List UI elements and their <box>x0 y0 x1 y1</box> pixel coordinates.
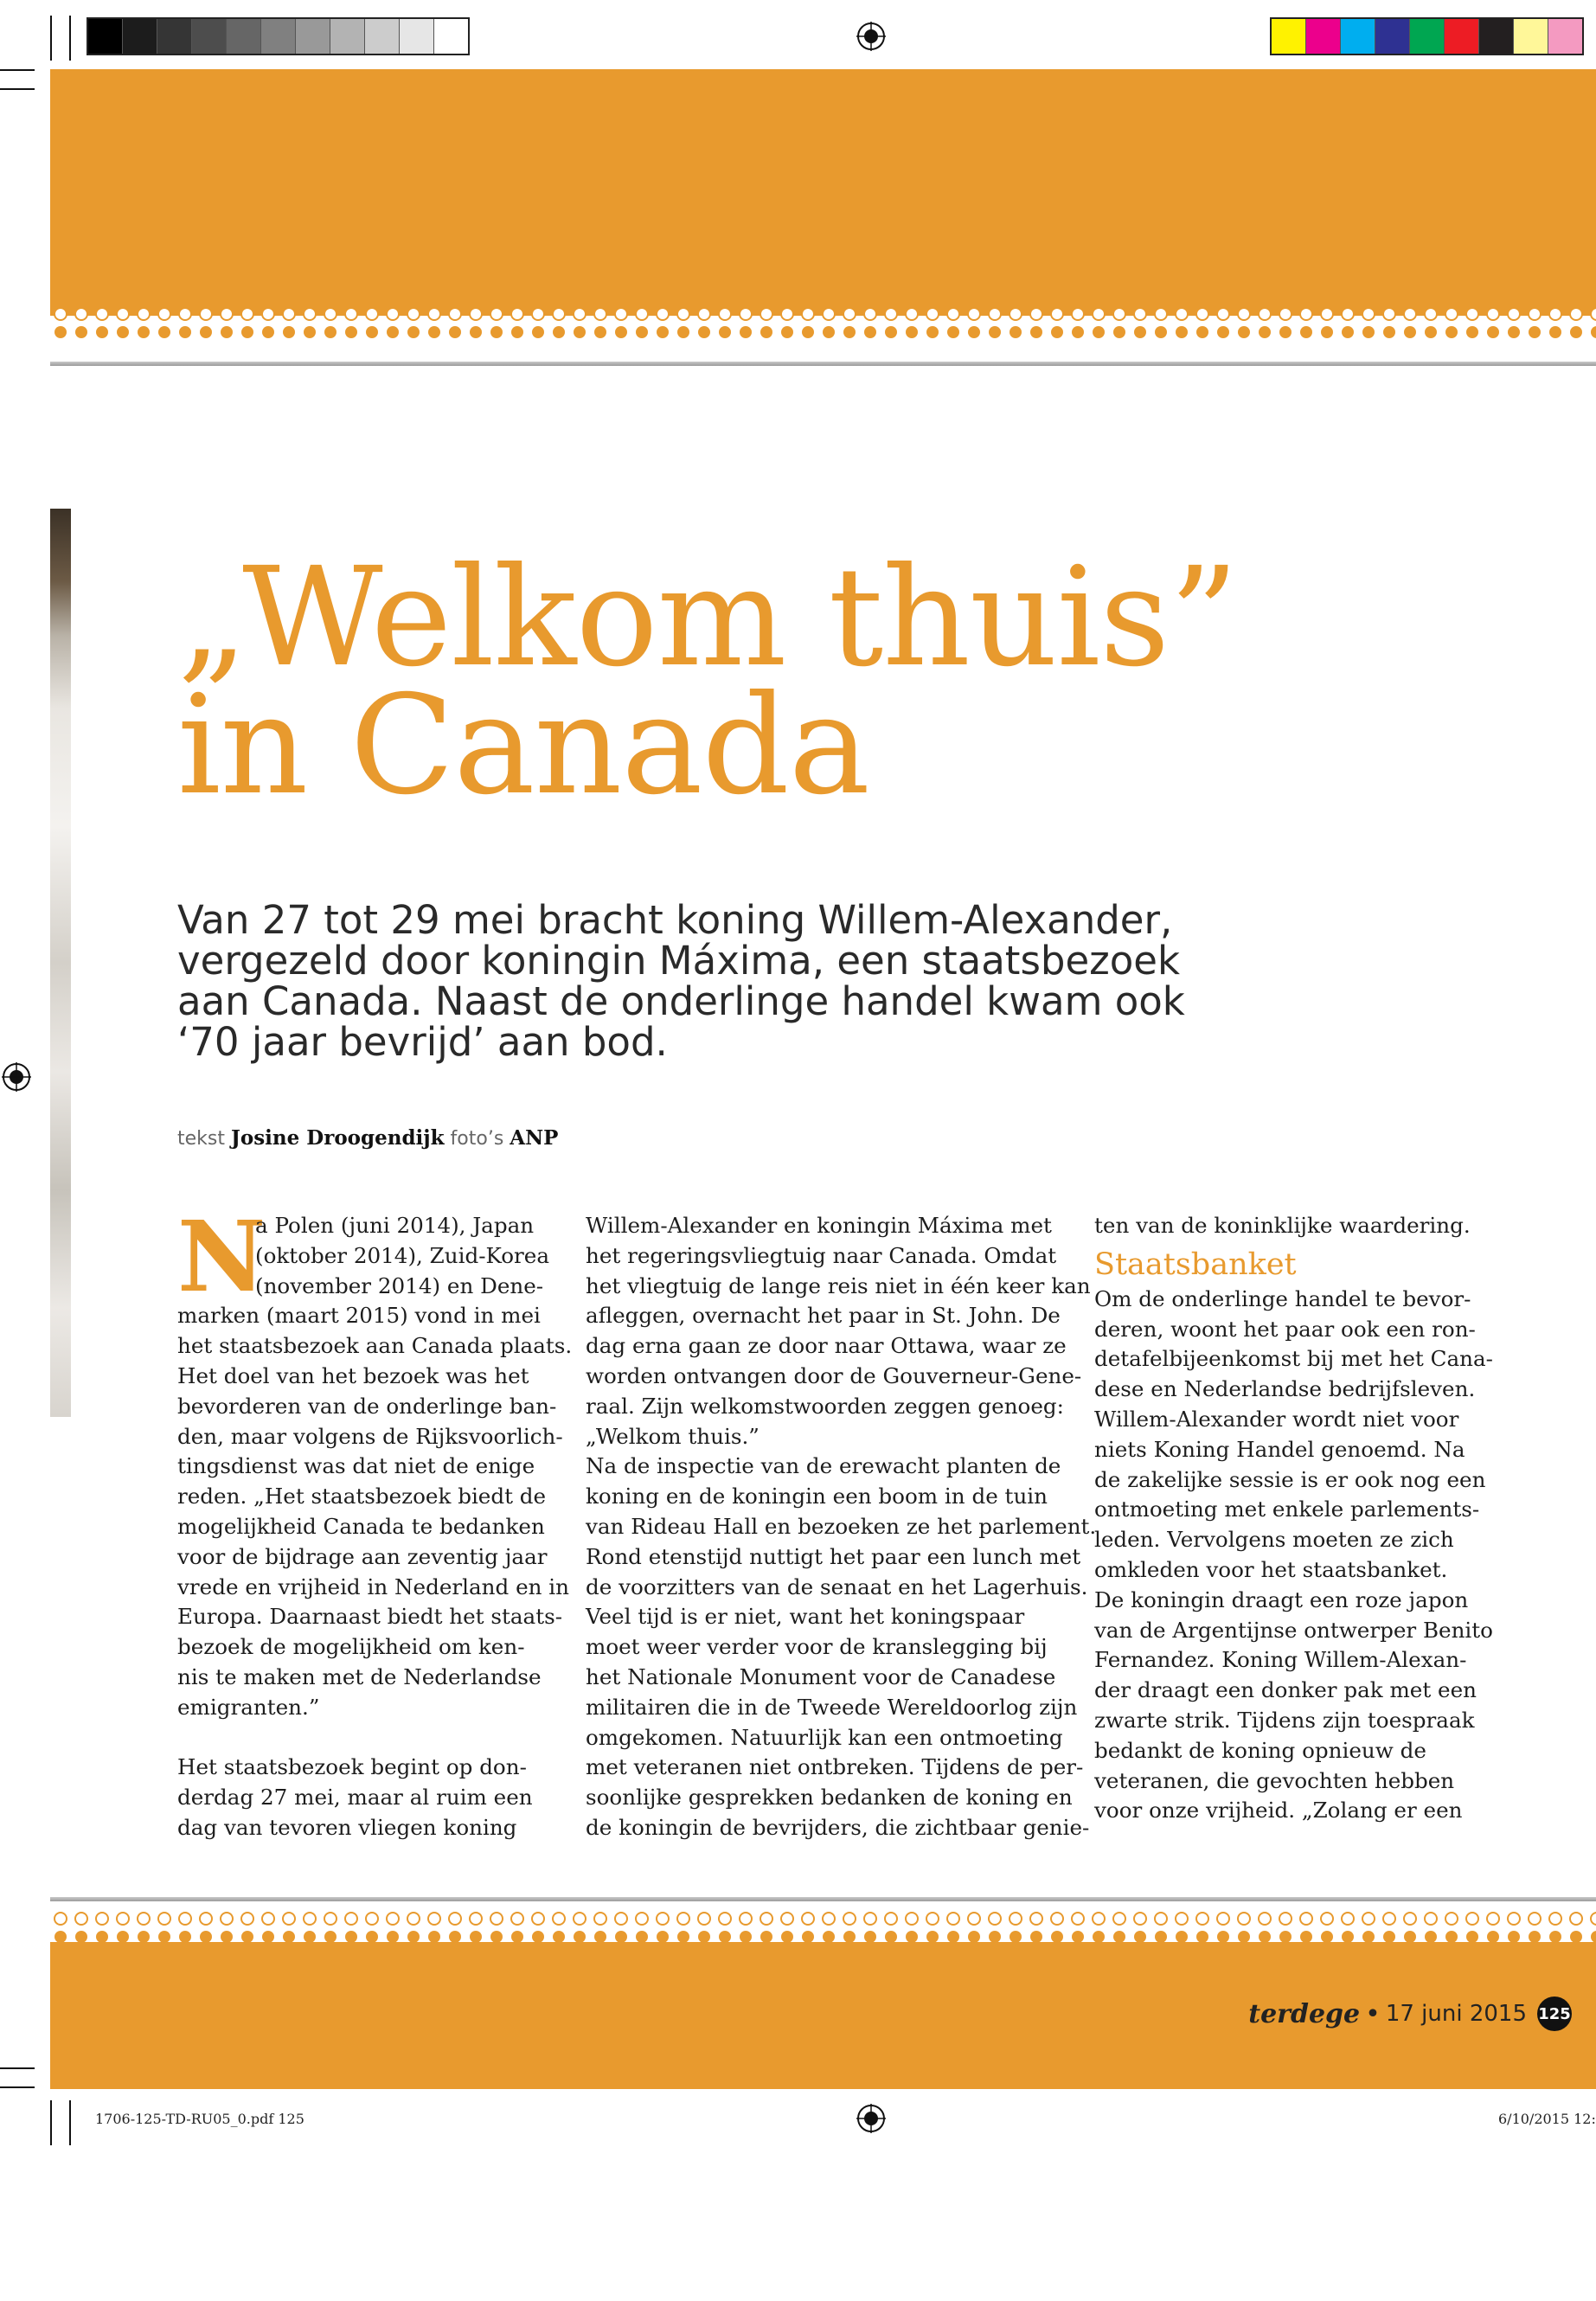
text-line: vrede en vrijheid in Nederland en in <box>177 1574 569 1599</box>
text-line: van Rideau Hall en bezoeken ze het parlement. <box>586 1513 1097 1539</box>
text-line: De koningin draagt een roze japon <box>1094 1586 1469 1612</box>
dotted-border-top <box>50 304 1596 344</box>
text-line: Fernandez. Koning Willem-Alexan- <box>1094 1647 1467 1673</box>
text-line: Het doel van het bezoek was het <box>177 1362 529 1388</box>
text-line: militairen die in de Tweede Wereldoorlog zijn <box>586 1694 1078 1720</box>
article-column-3 <box>1094 1211 1501 1826</box>
page-number: 125 <box>1537 1997 1572 2031</box>
text-line: a Polen (juni 2014), Japan <box>255 1213 535 1238</box>
text-line: „Welkom thuis.” <box>586 1423 760 1449</box>
intro-line: vergezeld door koningin Máxima, een staatsbezoek <box>177 938 1181 984</box>
crop-mark <box>0 2067 35 2069</box>
text-line: emigranten.” <box>177 1694 320 1720</box>
text-line: detafelbijeenkomst bij met het Cana- <box>1094 1346 1493 1372</box>
text-line: de voorzitters van de senaat en het Lagerhuis. <box>586 1574 1088 1599</box>
text-line: ten van de koninklijke waardering. <box>1094 1213 1471 1238</box>
byline-text-label: tekst <box>177 1128 225 1150</box>
text-line: raal. Zijn welkomstwoorden zeggen genoeg: <box>586 1393 1064 1419</box>
text-line: zwarte strik. Tijdens zijn toespraak <box>1094 1707 1475 1733</box>
text-line: der draagt een donker pak met een <box>1094 1677 1477 1703</box>
headline <box>177 538 1239 825</box>
registration-mark-icon <box>856 2104 886 2133</box>
text-line: derdag 27 mei, maar al ruim een <box>177 1785 533 1811</box>
text-line: bezoek de mogelijkheid om ken- <box>177 1634 525 1660</box>
paragraph-gap <box>177 1723 558 1753</box>
intro-line: aan Canada. Naast de onderlinge handel kwam ook <box>177 978 1185 1024</box>
crop-mark <box>50 16 52 61</box>
text-line: moet weer verder voor de kranslegging bij <box>586 1634 1048 1660</box>
print-slug-file: 1706-125-TD-RU05_0.pdf 125 <box>95 2111 304 2127</box>
text-line: met veteranen niet ontbreken. Tijdens de per- <box>586 1754 1084 1780</box>
divider-bottom <box>50 1897 1596 1901</box>
text-line: worden ontvangen door de Gouverneur-Gene- <box>586 1362 1082 1388</box>
registration-mark-icon <box>2 1062 31 1092</box>
intro-line: ‘70 jaar bevrijd’ aan bod. <box>177 1019 668 1065</box>
headline-line-2: in Canada <box>177 666 869 825</box>
byline-author: Josine Droogendijk <box>231 1126 445 1150</box>
text-line: voor onze vrijheid. „Zolang er een <box>1094 1798 1463 1823</box>
magazine-logo: terdege <box>1248 1998 1361 2029</box>
byline-photo-label: foto’s <box>450 1128 504 1150</box>
text-line: Na de inspectie van de erewacht planten de <box>586 1453 1061 1479</box>
text-line: de koningin de bevrijders, die zichtbaar genie- <box>586 1814 1090 1840</box>
text-line: het Nationale Monument voor de Canadese <box>586 1663 1056 1689</box>
photo-strip <box>50 509 71 1417</box>
text-line: het vliegtuig de lange reis niet in één keer kan <box>586 1272 1091 1298</box>
text-line: van de Argentijnse ontwerper Benito <box>1094 1617 1493 1643</box>
issue-date: 17 juni 2015 <box>1385 2001 1527 2027</box>
drop-cap: N <box>177 1201 266 1314</box>
text-line: mogelijkheid Canada te bedanken <box>177 1513 545 1539</box>
text-line: (november 2014) en Dene- <box>255 1272 544 1298</box>
text-line: koning en de koningin een boom in de tuin <box>586 1484 1048 1509</box>
text-line: Het staatsbezoek begint op don- <box>177 1754 527 1780</box>
text-line: bedankt de koning opnieuw de <box>1094 1737 1426 1763</box>
text-line: Willem-Alexander wordt niet voor <box>1094 1406 1459 1432</box>
divider-top <box>50 362 1596 366</box>
text-line: Europa. Daarnaast biedt het staats- <box>177 1604 563 1630</box>
text-line: Rond etenstijd nuttigt het paar een lunch met <box>586 1543 1081 1569</box>
text-line: afleggen, overnacht het paar in St. John. De <box>586 1303 1061 1329</box>
text-line: Willem-Alexander en koningin Máxima met <box>586 1213 1052 1238</box>
header-band <box>50 69 1596 316</box>
crop-mark <box>50 2100 52 2145</box>
text-line: het regeringsvliegtuig naar Canada. Omdat <box>586 1242 1057 1268</box>
headline-line-1: „Welkom thuis” <box>177 538 1239 697</box>
text-line: (oktober 2014), Zuid-Korea <box>255 1242 550 1268</box>
intro-paragraph <box>177 897 1302 1065</box>
text-line: soonlijke gesprekken bedanken de koning en <box>586 1785 1073 1811</box>
page-footer <box>1248 1997 1572 2031</box>
footer-separator: • <box>1365 1998 1381 2029</box>
article-column-1 <box>177 1201 573 1843</box>
crop-mark <box>0 2086 35 2088</box>
text-line: Om de onderlinge handel te bevor- <box>1094 1285 1471 1311</box>
crop-mark <box>69 2100 71 2145</box>
article-column-2 <box>586 1211 1097 1843</box>
text-line: deren, woont het paar ook een ron- <box>1094 1316 1476 1342</box>
text-line: marken (maart 2015) vond in mei <box>177 1303 541 1329</box>
byline-photographer: ANP <box>510 1126 559 1150</box>
text-line: Veel tijd is er niet, want het koningspaar <box>586 1604 1025 1630</box>
text-line: tingsdienst was dat niet de enige <box>177 1453 535 1479</box>
crop-mark <box>0 69 35 71</box>
text-line: veteranen, die gevochten hebben <box>1094 1767 1455 1793</box>
text-line: reden. „Het staatsbezoek biedt de <box>177 1484 547 1509</box>
text-line: omkleden voor het staatsbanket. <box>1094 1556 1448 1582</box>
byline <box>177 1126 558 1150</box>
text-line: ontmoeting met enkele parlements- <box>1094 1497 1480 1522</box>
text-line: omgekomen. Natuurlijk kan een ontmoeting <box>586 1724 1063 1750</box>
text-line: voor de bijdrage aan zeventig jaar <box>177 1543 548 1569</box>
intro-line: Van 27 tot 29 mei bracht koning Willem-Alexander, <box>177 897 1173 943</box>
text-line: den, maar volgens de Rijksvoorlich- <box>177 1423 563 1449</box>
text-line: de zakelijke sessie is er ook nog een <box>1094 1466 1486 1492</box>
print-slug-timestamp: 6/10/2015 12: <box>1498 2111 1596 2127</box>
text-line: het staatsbezoek aan Canada plaats. <box>177 1333 573 1359</box>
text-line: bevorderen van de onderlinge ban- <box>177 1393 557 1419</box>
color-swatches <box>1270 17 1584 55</box>
crop-mark <box>69 16 71 61</box>
section-heading: Staatsbanket <box>1094 1247 1297 1282</box>
text-line: nis te maken met de Nederlandse <box>177 1663 542 1689</box>
text-line: niets Koning Handel genoemd. Na <box>1094 1436 1465 1462</box>
text-line: dese en Nederlandse bedrijfsleven. <box>1094 1376 1476 1402</box>
grayscale-swatches <box>87 17 470 55</box>
registration-mark-icon <box>856 22 886 51</box>
text-line: dag van tevoren vliegen koning <box>177 1814 517 1840</box>
text-line: dag erna gaan ze door naar Ottawa, waar ze <box>586 1333 1067 1359</box>
text-line: leden. Vervolgens moeten ze zich <box>1094 1527 1454 1553</box>
crop-mark <box>0 88 35 90</box>
